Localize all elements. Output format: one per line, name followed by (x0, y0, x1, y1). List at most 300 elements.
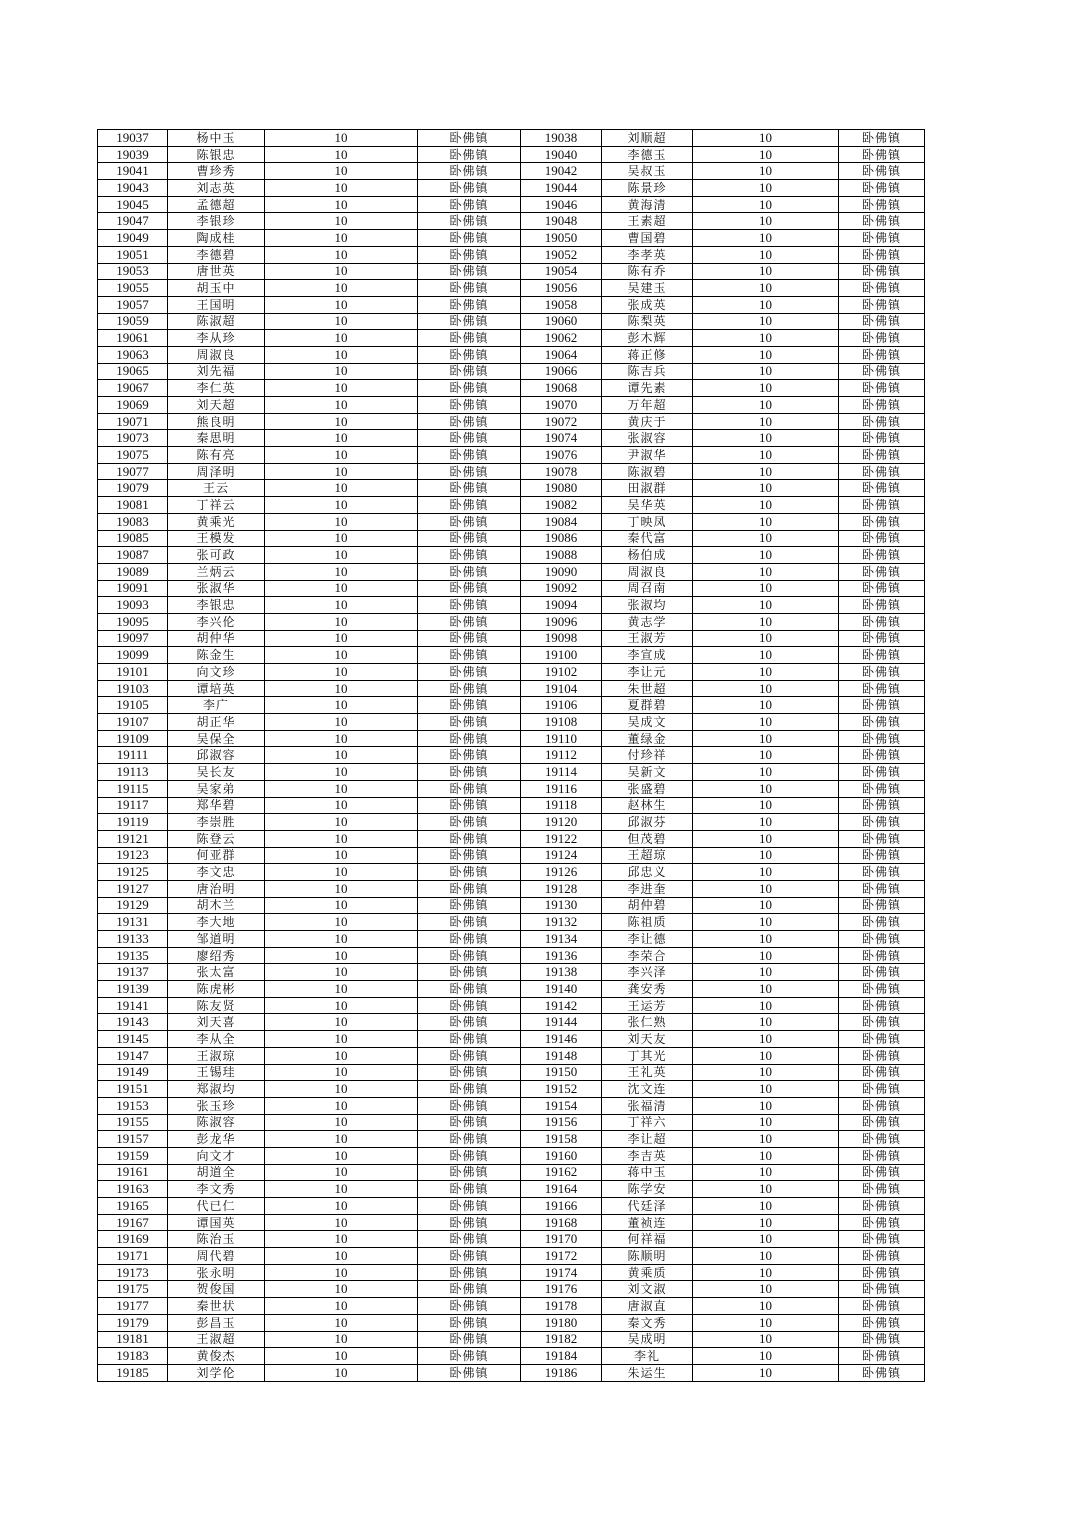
record-id-cell: 19071 (98, 413, 168, 430)
name-cell: 黄俊杰 (168, 1348, 265, 1365)
amount-cell: 10 (265, 580, 418, 597)
amount-cell: 10 (265, 1147, 418, 1164)
table-row (98, 230, 925, 247)
record-id-cell: 19091 (98, 580, 168, 597)
table-row (98, 363, 925, 380)
name-cell: 丁祥云 (168, 497, 265, 514)
record-id-cell: 19089 (98, 563, 168, 580)
name-cell: 陈银忠 (168, 146, 265, 163)
amount-cell: 10 (265, 296, 418, 313)
town-cell: 卧佛镇 (839, 1298, 925, 1315)
record-id-cell: 19136 (521, 947, 602, 964)
record-id-cell: 19133 (98, 931, 168, 948)
record-id-cell: 19068 (521, 380, 602, 397)
town-cell: 卧佛镇 (839, 847, 925, 864)
record-id-cell: 19084 (521, 513, 602, 530)
record-id-cell: 19126 (521, 864, 602, 881)
record-id-cell: 19158 (521, 1131, 602, 1148)
record-id-cell: 19088 (521, 547, 602, 564)
name-cell: 张福清 (602, 1097, 693, 1114)
name-cell: 赵林生 (602, 797, 693, 814)
record-id-cell: 19101 (98, 664, 168, 681)
amount-cell: 10 (693, 1031, 839, 1048)
town-cell: 卧佛镇 (418, 714, 521, 731)
name-cell: 孟德超 (168, 196, 265, 213)
amount-cell: 10 (265, 563, 418, 580)
name-cell: 张太富 (168, 964, 265, 981)
town-cell: 卧佛镇 (418, 447, 521, 464)
amount-cell: 10 (693, 1131, 839, 1148)
name-cell: 曹珍秀 (168, 163, 265, 180)
town-cell: 卧佛镇 (418, 547, 521, 564)
record-id-cell: 19183 (98, 1348, 168, 1365)
table-row (98, 463, 925, 480)
name-cell: 陈淑碧 (602, 463, 693, 480)
amount-cell: 10 (265, 1331, 418, 1348)
amount-cell: 10 (265, 847, 418, 864)
town-cell: 卧佛镇 (839, 880, 925, 897)
amount-cell: 10 (693, 413, 839, 430)
amount-cell: 10 (693, 330, 839, 347)
record-id-cell: 19066 (521, 363, 602, 380)
record-id-cell: 19142 (521, 997, 602, 1014)
record-id-cell: 19134 (521, 931, 602, 948)
town-cell: 卧佛镇 (839, 1231, 925, 1248)
amount-cell: 10 (693, 146, 839, 163)
name-cell: 李吉英 (602, 1147, 693, 1164)
name-cell: 李崇胜 (168, 814, 265, 831)
town-cell: 卧佛镇 (839, 1248, 925, 1265)
record-id-cell: 19099 (98, 647, 168, 664)
amount-cell: 10 (693, 130, 839, 147)
table-row (98, 563, 925, 580)
amount-cell: 10 (693, 313, 839, 330)
town-cell: 卧佛镇 (418, 296, 521, 313)
amount-cell: 10 (265, 680, 418, 697)
name-cell: 刘文淑 (602, 1281, 693, 1298)
table-row (98, 447, 925, 464)
name-cell: 郑淑均 (168, 1081, 265, 1098)
record-id-cell: 19070 (521, 397, 602, 414)
table-row (98, 530, 925, 547)
record-id-cell: 19152 (521, 1081, 602, 1098)
name-cell: 张淑华 (168, 580, 265, 597)
town-cell: 卧佛镇 (418, 497, 521, 514)
town-cell: 卧佛镇 (839, 997, 925, 1014)
amount-cell: 10 (693, 714, 839, 731)
amount-cell: 10 (693, 697, 839, 714)
town-cell: 卧佛镇 (418, 280, 521, 297)
record-id-cell: 19092 (521, 580, 602, 597)
amount-cell: 10 (265, 1031, 418, 1048)
amount-cell: 10 (693, 1348, 839, 1365)
town-cell: 卧佛镇 (418, 346, 521, 363)
name-cell: 田淑群 (602, 480, 693, 497)
record-id-cell: 19163 (98, 1181, 168, 1198)
name-cell: 吴华英 (602, 497, 693, 514)
name-cell: 付珍祥 (602, 747, 693, 764)
table-row (98, 330, 925, 347)
record-id-cell: 19065 (98, 363, 168, 380)
name-cell: 胡仲华 (168, 630, 265, 647)
town-cell: 卧佛镇 (839, 1198, 925, 1215)
town-cell: 卧佛镇 (839, 413, 925, 430)
amount-cell: 10 (265, 1181, 418, 1198)
amount-cell: 10 (693, 1181, 839, 1198)
table-row (98, 1331, 925, 1348)
table-row (98, 580, 925, 597)
record-id-cell: 19141 (98, 997, 168, 1014)
town-cell: 卧佛镇 (839, 1281, 925, 1298)
table-row (98, 146, 925, 163)
name-cell: 张淑容 (602, 430, 693, 447)
name-cell: 刘天喜 (168, 1014, 265, 1031)
town-cell: 卧佛镇 (839, 1031, 925, 1048)
record-id-cell: 19051 (98, 246, 168, 263)
town-cell: 卧佛镇 (418, 1081, 521, 1098)
amount-cell: 10 (265, 947, 418, 964)
name-cell: 吴成明 (602, 1331, 693, 1348)
table-row (98, 480, 925, 497)
town-cell: 卧佛镇 (418, 847, 521, 864)
town-cell: 卧佛镇 (418, 380, 521, 397)
record-id-cell: 19167 (98, 1214, 168, 1231)
town-cell: 卧佛镇 (839, 213, 925, 230)
amount-cell: 10 (693, 397, 839, 414)
record-id-cell: 19097 (98, 630, 168, 647)
amount-cell: 10 (265, 263, 418, 280)
name-cell: 陈登云 (168, 830, 265, 847)
name-cell: 王超琼 (602, 847, 693, 864)
amount-cell: 10 (265, 814, 418, 831)
record-id-cell: 19129 (98, 897, 168, 914)
record-id-cell: 19082 (521, 497, 602, 514)
amount-cell: 10 (693, 430, 839, 447)
town-cell: 卧佛镇 (839, 530, 925, 547)
table-row (98, 830, 925, 847)
amount-cell: 10 (265, 180, 418, 197)
town-cell: 卧佛镇 (839, 1064, 925, 1081)
table-row (98, 1231, 925, 1248)
record-id-cell: 19087 (98, 547, 168, 564)
amount-cell: 10 (265, 513, 418, 530)
name-cell: 谭国英 (168, 1214, 265, 1231)
amount-cell: 10 (693, 747, 839, 764)
name-cell: 兰炳云 (168, 563, 265, 580)
town-cell: 卧佛镇 (839, 1147, 925, 1164)
name-cell: 杨伯成 (602, 547, 693, 564)
record-id-cell: 19041 (98, 163, 168, 180)
record-id-cell: 19175 (98, 1281, 168, 1298)
amount-cell: 10 (693, 597, 839, 614)
table-row (98, 630, 925, 647)
record-id-cell: 19046 (521, 196, 602, 213)
amount-cell: 10 (693, 914, 839, 931)
amount-cell: 10 (693, 814, 839, 831)
name-cell: 李从全 (168, 1031, 265, 1048)
town-cell: 卧佛镇 (418, 1097, 521, 1114)
town-cell: 卧佛镇 (418, 764, 521, 781)
amount-cell: 10 (265, 497, 418, 514)
town-cell: 卧佛镇 (839, 547, 925, 564)
town-cell: 卧佛镇 (839, 230, 925, 247)
name-cell: 陈友贤 (168, 997, 265, 1014)
name-cell: 李礼 (602, 1348, 693, 1365)
name-cell: 吴保全 (168, 730, 265, 747)
town-cell: 卧佛镇 (418, 230, 521, 247)
town-cell: 卧佛镇 (418, 263, 521, 280)
table-row (98, 130, 925, 147)
amount-cell: 10 (693, 1097, 839, 1114)
name-cell: 李让超 (602, 1131, 693, 1148)
amount-cell: 10 (265, 1081, 418, 1098)
amount-cell: 10 (693, 613, 839, 630)
town-cell: 卧佛镇 (839, 363, 925, 380)
table-row (98, 797, 925, 814)
table-row (98, 196, 925, 213)
record-id-cell: 19056 (521, 280, 602, 297)
table-row (98, 1314, 925, 1331)
amount-cell: 10 (693, 530, 839, 547)
name-cell: 何亚群 (168, 847, 265, 864)
name-cell: 李银珍 (168, 213, 265, 230)
name-cell: 谭先素 (602, 380, 693, 397)
table-row (98, 880, 925, 897)
record-id-cell: 19098 (521, 630, 602, 647)
table-row (98, 1248, 925, 1265)
name-cell: 秦代富 (602, 530, 693, 547)
record-id-cell: 19164 (521, 1181, 602, 1198)
town-cell: 卧佛镇 (418, 480, 521, 497)
table-row (98, 263, 925, 280)
town-cell: 卧佛镇 (839, 764, 925, 781)
name-cell: 黄庆于 (602, 413, 693, 430)
amount-cell: 10 (265, 1281, 418, 1298)
town-cell: 卧佛镇 (839, 1214, 925, 1231)
table-row (98, 1264, 925, 1281)
name-cell: 李文忠 (168, 864, 265, 881)
table-row (98, 513, 925, 530)
name-cell: 胡仲碧 (602, 897, 693, 914)
record-id-cell: 19110 (521, 730, 602, 747)
name-cell: 陈顺明 (602, 1248, 693, 1265)
name-cell: 陈淑容 (168, 1114, 265, 1131)
amount-cell: 10 (693, 1331, 839, 1348)
amount-cell: 10 (693, 1214, 839, 1231)
amount-cell: 10 (693, 1364, 839, 1381)
table-row (98, 964, 925, 981)
table-row (98, 1064, 925, 1081)
record-id-cell: 19127 (98, 880, 168, 897)
table-row (98, 730, 925, 747)
amount-cell: 10 (693, 897, 839, 914)
record-id-cell: 19062 (521, 330, 602, 347)
town-cell: 卧佛镇 (418, 313, 521, 330)
table-row (98, 380, 925, 397)
table-row (98, 1097, 925, 1114)
record-id-cell: 19181 (98, 1331, 168, 1348)
amount-cell: 10 (693, 547, 839, 564)
record-id-cell: 19116 (521, 780, 602, 797)
town-cell: 卧佛镇 (418, 597, 521, 614)
record-id-cell: 19139 (98, 981, 168, 998)
name-cell: 陶成桂 (168, 230, 265, 247)
record-id-cell: 19184 (521, 1348, 602, 1365)
record-id-cell: 19161 (98, 1164, 168, 1181)
name-cell: 李大地 (168, 914, 265, 931)
town-cell: 卧佛镇 (418, 680, 521, 697)
town-cell: 卧佛镇 (418, 1264, 521, 1281)
amount-cell: 10 (693, 680, 839, 697)
town-cell: 卧佛镇 (839, 931, 925, 948)
table-row (98, 1164, 925, 1181)
table-row (98, 997, 925, 1014)
name-cell: 陈金生 (168, 647, 265, 664)
town-cell: 卧佛镇 (418, 697, 521, 714)
name-cell: 唐治明 (168, 880, 265, 897)
name-cell: 贺俊国 (168, 1281, 265, 1298)
record-id-cell: 19122 (521, 830, 602, 847)
name-cell: 蒋正修 (602, 346, 693, 363)
name-cell: 蒋中玉 (602, 1164, 693, 1181)
town-cell: 卧佛镇 (418, 513, 521, 530)
name-cell: 熊良明 (168, 413, 265, 430)
town-cell: 卧佛镇 (418, 797, 521, 814)
amount-cell: 10 (265, 647, 418, 664)
name-cell: 吴成文 (602, 714, 693, 731)
record-id-cell: 19157 (98, 1131, 168, 1148)
town-cell: 卧佛镇 (418, 997, 521, 1014)
table-row (98, 981, 925, 998)
town-cell: 卧佛镇 (839, 697, 925, 714)
record-id-cell: 19125 (98, 864, 168, 881)
record-id-cell: 19063 (98, 346, 168, 363)
name-cell: 张玉珍 (168, 1097, 265, 1114)
name-cell: 廖绍秀 (168, 947, 265, 964)
name-cell: 丁映凤 (602, 513, 693, 530)
record-id-cell: 19131 (98, 914, 168, 931)
town-cell: 卧佛镇 (839, 1081, 925, 1098)
record-id-cell: 19048 (521, 213, 602, 230)
record-id-cell: 19044 (521, 180, 602, 197)
amount-cell: 10 (265, 914, 418, 931)
name-cell: 黄志学 (602, 613, 693, 630)
name-cell: 张仁熟 (602, 1014, 693, 1031)
amount-cell: 10 (265, 530, 418, 547)
amount-cell: 10 (693, 280, 839, 297)
town-cell: 卧佛镇 (839, 397, 925, 414)
table-row (98, 1214, 925, 1231)
amount-cell: 10 (693, 797, 839, 814)
town-cell: 卧佛镇 (839, 1348, 925, 1365)
record-id-cell: 19149 (98, 1064, 168, 1081)
name-cell: 张可政 (168, 547, 265, 564)
town-cell: 卧佛镇 (839, 664, 925, 681)
amount-cell: 10 (693, 630, 839, 647)
town-cell: 卧佛镇 (418, 363, 521, 380)
amount-cell: 10 (265, 797, 418, 814)
record-id-cell: 19081 (98, 497, 168, 514)
name-cell: 王运芳 (602, 997, 693, 1014)
town-cell: 卧佛镇 (418, 897, 521, 914)
town-cell: 卧佛镇 (418, 246, 521, 263)
table-row (98, 680, 925, 697)
name-cell: 陈有亮 (168, 447, 265, 464)
town-cell: 卧佛镇 (418, 180, 521, 197)
town-cell: 卧佛镇 (418, 914, 521, 931)
town-cell: 卧佛镇 (418, 1114, 521, 1131)
amount-cell: 10 (693, 1281, 839, 1298)
amount-cell: 10 (265, 246, 418, 263)
name-cell: 吴长友 (168, 764, 265, 781)
amount-cell: 10 (265, 1014, 418, 1031)
record-id-cell: 19123 (98, 847, 168, 864)
name-cell: 彭龙华 (168, 1131, 265, 1148)
town-cell: 卧佛镇 (839, 647, 925, 664)
town-cell: 卧佛镇 (418, 196, 521, 213)
name-cell: 秦世状 (168, 1298, 265, 1315)
amount-cell: 10 (265, 447, 418, 464)
name-cell: 陈虎彬 (168, 981, 265, 998)
name-cell: 秦文秀 (602, 1314, 693, 1331)
amount-cell: 10 (265, 163, 418, 180)
amount-cell: 10 (265, 397, 418, 414)
record-id-cell: 19147 (98, 1047, 168, 1064)
table-row (98, 1081, 925, 1098)
name-cell: 邱忠义 (602, 864, 693, 881)
name-cell: 胡道全 (168, 1164, 265, 1181)
town-cell: 卧佛镇 (418, 397, 521, 414)
name-cell: 李进奎 (602, 880, 693, 897)
table-row (98, 897, 925, 914)
amount-cell: 10 (693, 1014, 839, 1031)
town-cell: 卧佛镇 (418, 814, 521, 831)
table-row (98, 213, 925, 230)
amount-cell: 10 (265, 630, 418, 647)
name-cell: 王淑超 (168, 1331, 265, 1348)
amount-cell: 10 (265, 130, 418, 147)
table-row (98, 947, 925, 964)
name-cell: 胡玉中 (168, 280, 265, 297)
town-cell: 卧佛镇 (418, 1181, 521, 1198)
town-cell: 卧佛镇 (418, 730, 521, 747)
name-cell: 朱运生 (602, 1364, 693, 1381)
amount-cell: 10 (265, 313, 418, 330)
table-row (98, 497, 925, 514)
name-cell: 王淑芳 (602, 630, 693, 647)
record-id-cell: 19083 (98, 513, 168, 530)
amount-cell: 10 (265, 597, 418, 614)
table-row (98, 296, 925, 313)
amount-cell: 10 (693, 480, 839, 497)
town-cell: 卧佛镇 (839, 814, 925, 831)
name-cell: 胡木兰 (168, 897, 265, 914)
record-id-cell: 19042 (521, 163, 602, 180)
name-cell: 陈景珍 (602, 180, 693, 197)
name-cell: 李让元 (602, 664, 693, 681)
amount-cell: 10 (693, 780, 839, 797)
name-cell: 李德玉 (602, 146, 693, 163)
table-row (98, 664, 925, 681)
record-id-cell: 19173 (98, 1264, 168, 1281)
table-row (98, 430, 925, 447)
amount-cell: 10 (265, 463, 418, 480)
name-cell: 丁祥六 (602, 1114, 693, 1131)
town-cell: 卧佛镇 (418, 1014, 521, 1031)
town-cell: 卧佛镇 (418, 1064, 521, 1081)
table-row (98, 1198, 925, 1215)
record-id-cell: 19148 (521, 1047, 602, 1064)
